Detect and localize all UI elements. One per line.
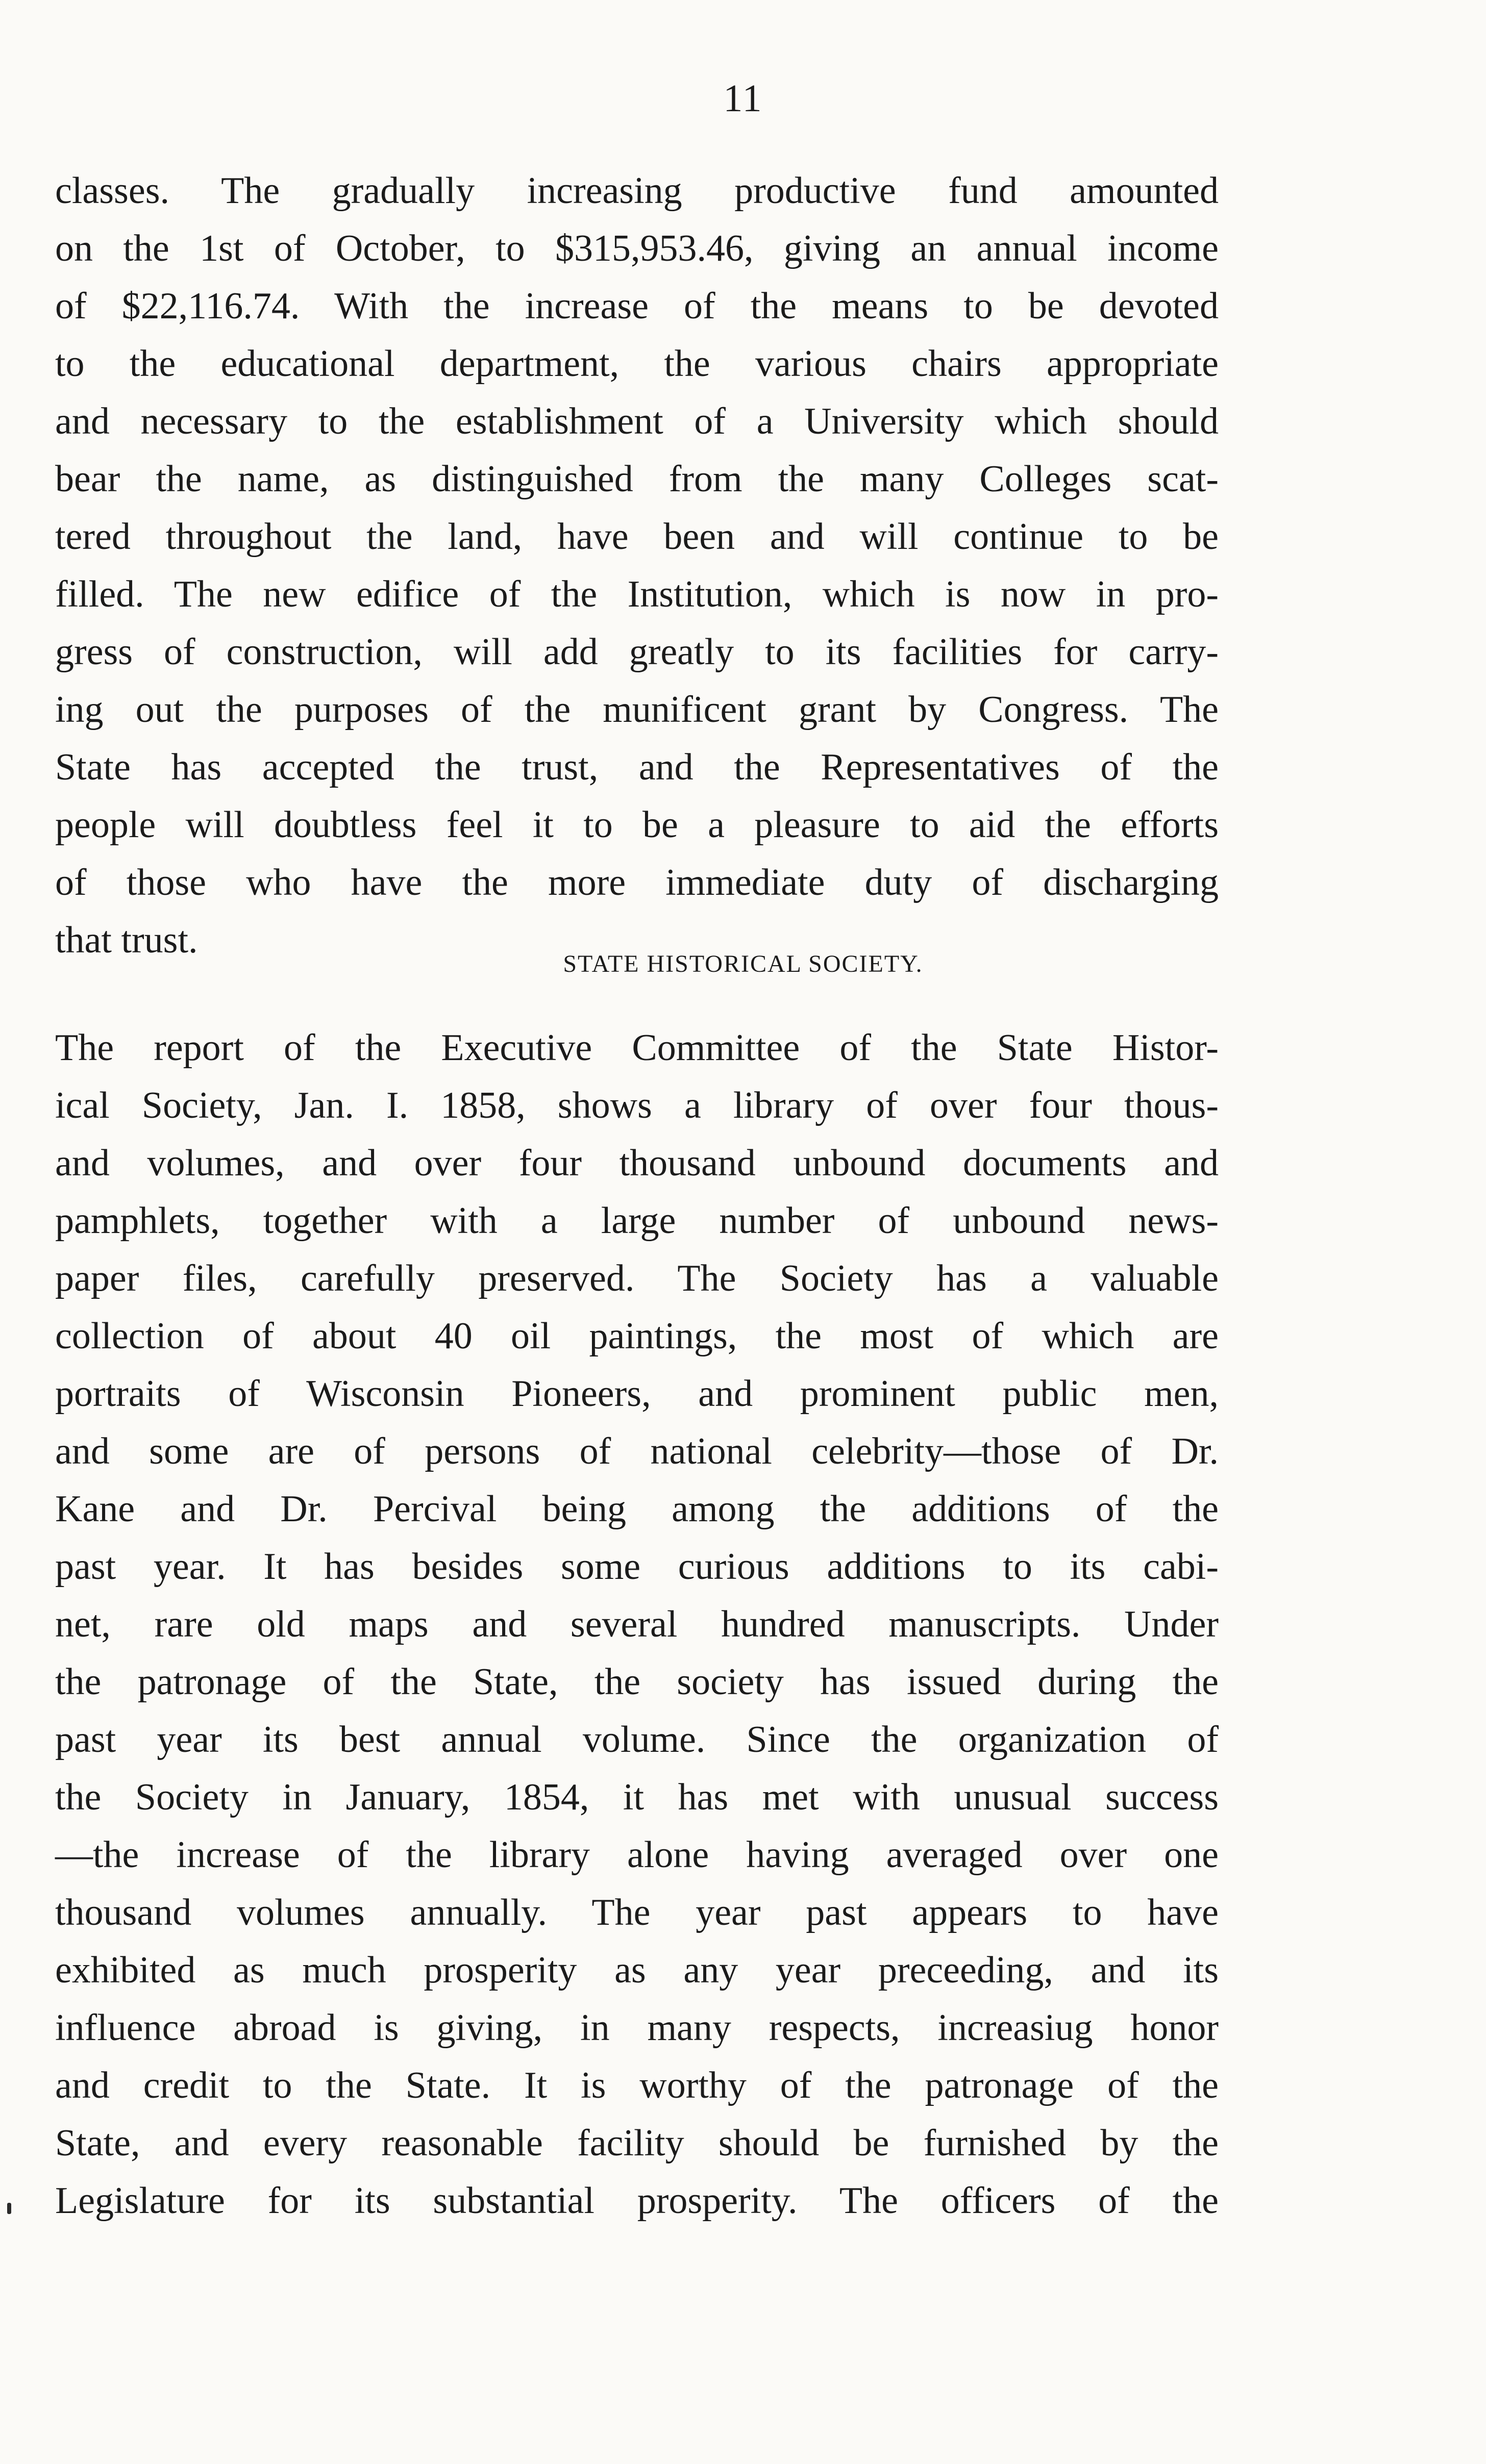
text-line: gress of construction, will add greatly to its facilities for carry- [55, 631, 1219, 673]
text-line: bear the name, as distinguished from the many Colleges scat- [55, 458, 1219, 500]
text-line: the Society in January, 1854, it has met with unusual success [55, 1776, 1219, 1818]
text-line: that trust. [55, 919, 198, 961]
text-line: ing out the purposes of the munificent grant by Congress. The [55, 689, 1219, 731]
text-line: and necessary to the establishment of a University which should [55, 400, 1219, 442]
text-line: collection of about 40 oil paintings, the most of which are [55, 1315, 1219, 1357]
text-line: past year its best annual volume. Since the organization of [55, 1719, 1219, 1761]
text-line: State, and every reasonable facility should be furnished by the [55, 2122, 1219, 2164]
page-number: 11 [723, 77, 763, 120]
text-line: State has accepted the trust, and the Representatives of the [55, 746, 1219, 788]
ink-speck-mark [7, 2203, 11, 2214]
text-line: ical Society, Jan. I. 1858, shows a library of over four thous- [55, 1085, 1219, 1126]
text-line: of $22,116.74. With the increase of the means to be devoted [55, 285, 1219, 327]
text-line: and volumes, and over four thousand unbound documents and [55, 1142, 1219, 1184]
paragraph-historical-society [55, 1019, 1219, 2230]
text-line: —the increase of the library alone having averaged over one [55, 1834, 1219, 1876]
text-line: paper files, carefully preserved. The Society has a valuable [55, 1258, 1219, 1299]
text-line: thousand volumes annually. The year past appears to have [55, 1892, 1219, 1933]
text-line: pamphlets, together with a large number of unbound news- [55, 1200, 1219, 1242]
text-line: classes. The gradually increasing productive fund amounted [55, 170, 1219, 212]
text-line: of those who have the more immediate duty of discharging [55, 862, 1219, 903]
text-line: and some are of persons of national celebrity—those of Dr. [55, 1430, 1219, 1472]
text-line: influence abroad is giving, in many respects, increasiug honor [55, 2007, 1219, 2049]
text-line: exhibited as much prosperity as any year preceeding, and its [55, 1949, 1219, 1991]
text-line: the patronage of the State, the society has issued during the [55, 1661, 1219, 1703]
text-line: Legislature for its substantial prosperity. The officers of the [55, 2180, 1219, 2222]
paragraph-university-fund [55, 162, 1219, 969]
text-line: portraits of Wisconsin Pioneers, and prominent public men, [55, 1373, 1219, 1415]
text-line: on the 1st of October, to $315,953.46, giving an annual income [55, 228, 1219, 269]
text-line: past year. It has besides some curious additions to its cabi- [55, 1546, 1219, 1588]
text-line: net, rare old maps and several hundred manuscripts. Under [55, 1603, 1219, 1645]
text-line: and credit to the State. It is worthy of the patronage of the [55, 2065, 1219, 2106]
text-line: tered throughout the land, have been and will continue to be [55, 516, 1219, 558]
section-heading: STATE HISTORICAL SOCIETY. [563, 950, 923, 977]
text-line: filled. The new edifice of the Institution, which is now in pro- [55, 573, 1219, 615]
text-line: people will doubtless feel it to be a pleasure to aid the efforts [55, 804, 1219, 846]
text-line: Kane and Dr. Percival being among the additions of the [55, 1488, 1219, 1530]
text-line: to the educational department, the various chairs appropriate [55, 343, 1219, 385]
text-line: The report of the Executive Committee of the State Histor- [55, 1027, 1219, 1069]
